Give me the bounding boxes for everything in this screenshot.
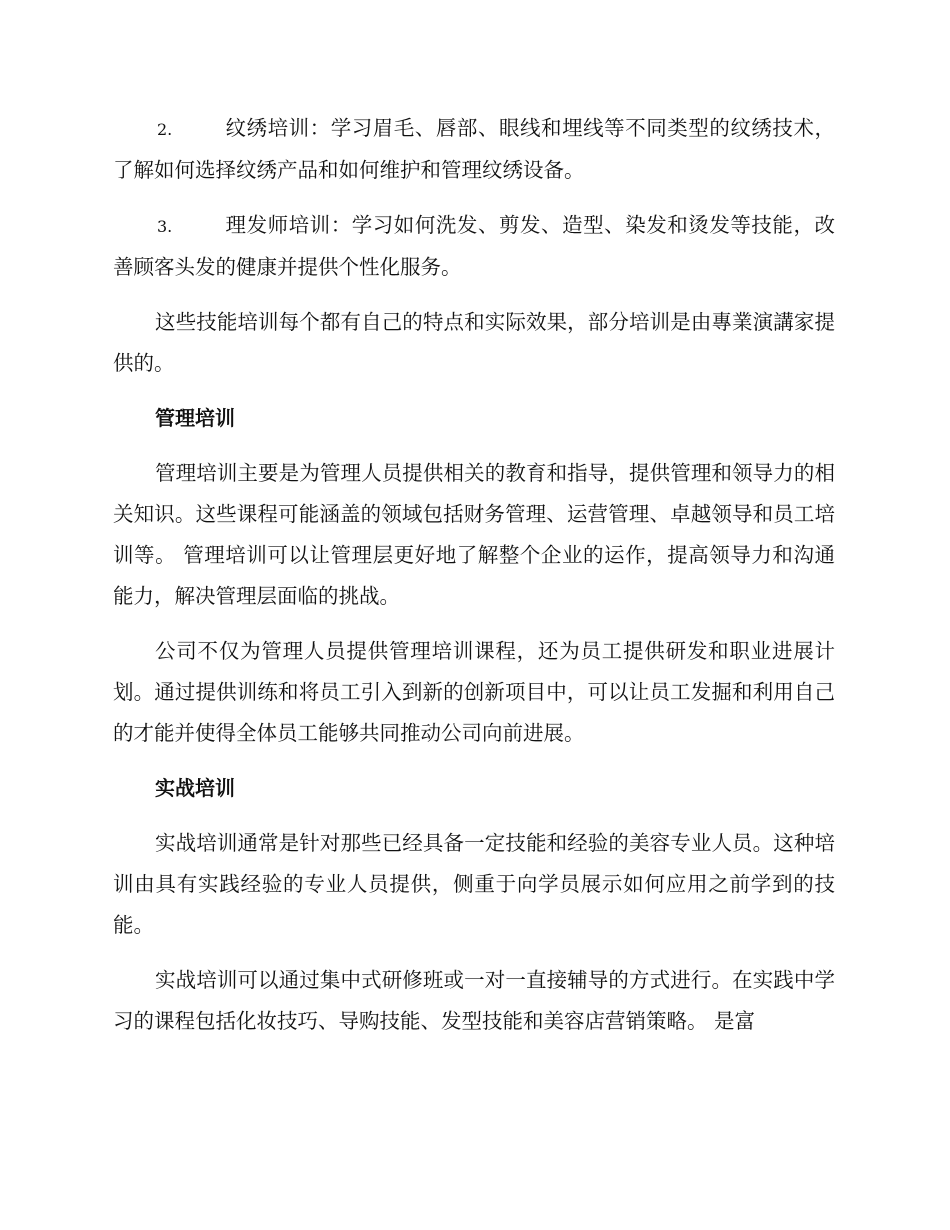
section-heading-management: 管理培训: [155, 406, 235, 430]
paragraph-practical-1: 实战培训通常是针对那些已经具备一定技能和经验的美容专业人员。这种培训由具有实践经验的专业人员提供，侧重于向学员展示如何应用之前学到的技能。: [113, 831, 835, 937]
paragraph-management-1: 管理培训主要是为管理人员提供相关的教育和指导，提供管理和领导力的相关知识。这些课程可能涵盖的领域包括财务管理、运营管理、卓越领导和员工培训等。 管理培训可以让管理层更好地了解整个企业的运作，提高领导力和沟通能力，解决管理层面临的挑战。: [113, 461, 835, 608]
paragraph-practical-2: 实战培训可以通过集中式研修班或一对一直接辅导的方式进行。在实践中学习的课程包括化妆技巧、导购技能、发型技能和美容店营销策略。 是富: [113, 968, 835, 1033]
document-body: [113, 108, 835, 1056]
paragraph-management-2: 公司不仅为管理人员提供管理培训课程，还为员工提供研发和职业进展计划。通过提供训练和将员工引入到新的创新项目中，可以让员工发掘和利用自己的才能并使得全体员工能够共同推动公司向前进展。: [113, 639, 835, 745]
list-item-barber-training: [113, 205, 835, 288]
list-number: 3.: [157, 217, 173, 236]
list-item-tattoo-training: [113, 108, 835, 191]
list-number: 2.: [157, 120, 173, 139]
list-item-text: 纹绣培训：学习眉毛、唇部、眼线和埋线等不同类型的纹绣技术，了解如何选择纹绣产品和如何维护和管理纹绣设备。: [113, 116, 835, 182]
list-item-text: 理发师培训：学习如何洗发、剪发、造型、染发和烫发等技能，改善顾客头发的健康并提供个性化服务。: [113, 213, 835, 279]
section-heading-practical: 实战培训: [155, 776, 235, 800]
paragraph-skills-summary: 这些技能培训每个都有自己的特点和实际效果，部分培训是由專業演講家提供的。: [113, 310, 835, 375]
